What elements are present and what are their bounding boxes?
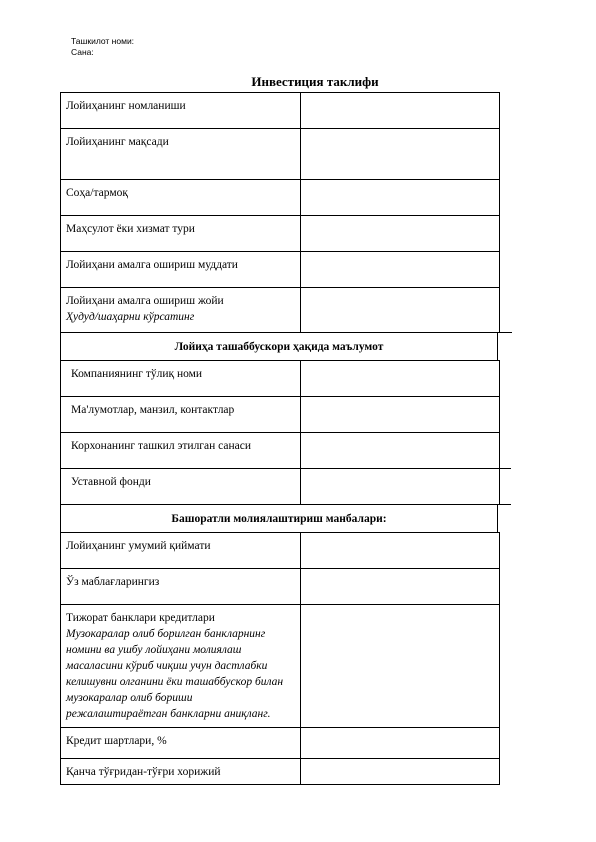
- row-label: Тижорат банклари кредитлари: [66, 612, 215, 624]
- table-row: [60, 533, 500, 569]
- table-row: [60, 288, 500, 333]
- table-row: [60, 361, 500, 397]
- input-cell[interactable]: [301, 252, 499, 287]
- table-row: [60, 569, 500, 605]
- table-rule-extension: [499, 468, 511, 469]
- input-cell[interactable]: [301, 216, 499, 251]
- section-title: Башоратли молиялаштириш манбалари:: [61, 505, 498, 532]
- row-label: Лойиҳанинг умумий қиймати: [61, 533, 301, 568]
- input-cell[interactable]: [301, 569, 499, 604]
- row-label: Лойиҳани амалга ошириш муддати: [61, 252, 301, 287]
- row-label-group: [61, 288, 301, 332]
- table-rule-extension: [499, 504, 511, 505]
- row-label: Қанча тўғридан-тўғри хорижий: [61, 759, 301, 784]
- table-row: [60, 180, 500, 216]
- input-cell[interactable]: [301, 361, 499, 396]
- row-note: Музокаралар олиб борилган банкларнинг номини ва ушбу лойиҳани молиялаш масаласини кўриб чиқиш учун дастлабки келишувни олганини ёки ташаббускор билан музокаралар олиб бориши режалаштираётган банкларни аниқланг.: [66, 628, 284, 720]
- table-row: [60, 397, 500, 433]
- input-cell[interactable]: [301, 288, 499, 332]
- row-label: Корхонанинг ташкил этилган санаси: [61, 433, 301, 468]
- document-title: Инвестиция таклифи: [251, 74, 379, 89]
- row-label: Уставной фонди: [61, 469, 301, 504]
- table-row: [60, 469, 500, 505]
- investment-proposal-table: [60, 92, 500, 785]
- input-cell[interactable]: [301, 533, 499, 568]
- table-row: [60, 433, 500, 469]
- row-label: Маҳсулот ёки хизмат тури: [61, 216, 301, 251]
- organization-name-label: Ташкилот номи:: [71, 36, 135, 46]
- row-label: Компаниянинг тўлиқ номи: [61, 361, 301, 396]
- input-cell[interactable]: [301, 433, 499, 468]
- row-label: Лойиҳанинг номланиши: [61, 93, 301, 128]
- input-cell[interactable]: [301, 93, 499, 128]
- table-row: [60, 728, 500, 759]
- table-rule-extension: [500, 332, 512, 333]
- input-cell[interactable]: [301, 605, 499, 727]
- row-label: Ма'лумотлар, манзил, контактлар: [61, 397, 301, 432]
- section-header-financing: [60, 505, 500, 533]
- table-row: [60, 252, 500, 288]
- row-label: Кредит шартлари, %: [61, 728, 301, 758]
- input-cell[interactable]: [301, 728, 499, 758]
- input-cell[interactable]: [301, 397, 499, 432]
- input-cell[interactable]: [301, 180, 499, 215]
- section-title: Лойиҳа ташаббускори ҳақида маълумот: [61, 333, 498, 360]
- table-row: [60, 92, 500, 129]
- table-row: [60, 605, 500, 728]
- table-row: [60, 216, 500, 252]
- row-label: Лойиҳани амалга ошириш жойи: [66, 295, 224, 307]
- date-label: Сана:: [71, 47, 94, 57]
- section-header-initiator: [60, 333, 500, 361]
- row-label-group: [61, 605, 301, 727]
- input-cell[interactable]: [301, 469, 499, 504]
- table-row: [60, 129, 500, 180]
- table-row: [60, 759, 500, 785]
- row-label: Соҳа/тармоқ: [61, 180, 301, 215]
- input-cell[interactable]: [301, 129, 499, 179]
- row-note: Ҳудуд/шаҳарни кўрсатинг: [66, 311, 195, 323]
- row-label: Ўз маблағларингиз: [61, 569, 301, 604]
- row-label: Лойиҳанинг мақсади: [61, 129, 301, 179]
- input-cell[interactable]: [301, 759, 499, 784]
